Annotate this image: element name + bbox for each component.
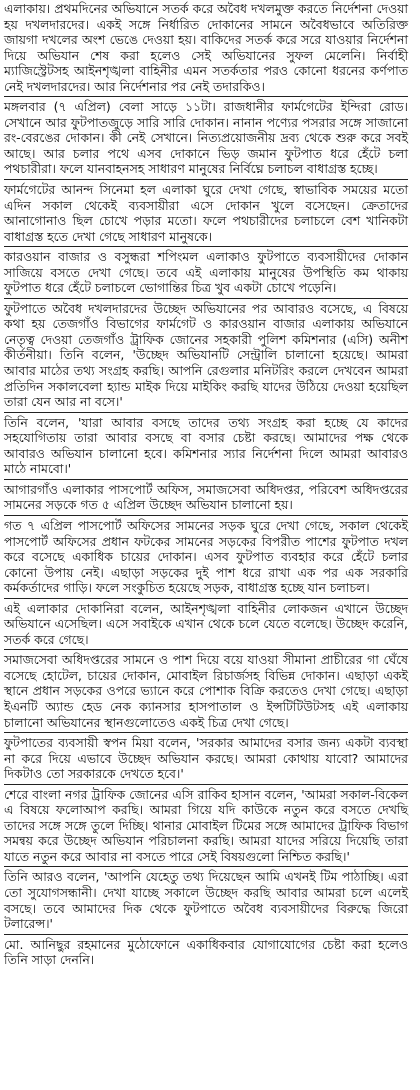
paragraph-divider [4, 934, 408, 935]
article-paragraph: শেরে বাংলা নগর ট্রাফিক জোনের এসি রাকিব হাসান বলেন, 'আমরা সকাল-বিকেল এ বিষয়ে ফলোআপ করছি। আমরা গিয়ে যদি কাউকে নতুন করে বসতে দেখছি তাদের সঙ্গে সঙ্গে তুলে দিচ্ছি। থানার মোবাইল টিমের সঙ্গে আমাদের ট্রাফিক বিভাগ সমন্বয় করে উচ্ছেদ অভিযান পরিচালনা করছি। আমরা যাদের সরিয়ে দিয়েছি তারা যাতে নতুন করে আবার না বসতে পারে সেই বিষয়গুলো নিশ্চিত করছি।' [4, 786, 408, 864]
article-paragraph: কারওয়ান বাজার ও বসুন্ধরা শপিংমল এলাকাও ফুটপাতে ব্যবসায়ীদের দোকান সাজিয়ে বসতে দেখা গেছে। তবে এই এলাকায় মানুষের উপস্থিতি কম থাকায় ফুটপাত ধরে হেঁটে চলাচলে ভোগান্তির চিত্র খুব একটা চোখে পড়েনি। [4, 249, 408, 296]
article-paragraph: ফুটপাতে অবৈধ দখলদারদের উচ্ছেদ অভিযানের পর আবারও বসেছে, এ বিষয়ে কথা হয় তেজগাঁও বিভাগের ফার্মগেট ও কারওয়ান বাজার এলাকায় অভিযানে নেতৃত্ব দেওয়া তেজগাঁও ট্রাফিক জোনের সহকারী পুলিশ কমিশনার (এসি) অনীশ কীর্তনীয়া। তিনি বলেন, 'উচ্ছেদ অভিযানটি সেন্ট্রালি চালানো হয়েছে। আমরা আবার মাঠের তথ্য সংগ্রহ করছি। আপনি রেগুলার মনিটরিং করলে দেখবেন আমরা প্রতিদিন সকালবেলা হ্যান্ড মাইক দিয়ে মাইকিং করছি যাদের উঠিয়ে দেওয়া হয়েছিল তারা যেন আর না বসে।' [4, 300, 408, 410]
paragraph-divider [4, 784, 408, 785]
paragraph-divider [4, 179, 408, 180]
article-paragraph: মঙ্গলবার (৭ এপ্রিল) বেলা সাড়ে ১১টা। রাজধানীর ফার্মগেটের ইন্দিরা রোড। সেখানে আর ফুটপাতজুড়ে সারি সারি দোকান। নানান পণ্যের পসরার সঙ্গে সাজানো রং-বেরঙের দোকান। কী নেই সেখানে। নিত্যপ্রয়োজনীয় দ্রব্য থেকে শুরু করে সবই আছে। আর চলার পথে এসব দোকানে ভিড় জমান ফুটপাত ধরে হেঁটে চলা পথচারীরা। ফলে যানবাহনসহ সাধারণ মানুষের নির্বিঘ্নে চলাচল বাধাগ্রস্ত হচ্ছে। [4, 99, 408, 177]
article-paragraph: এই এলাকার দোকানিরা বলেন, আইনশৃঙ্খলা বাহিনীর লোকজন এখানে উচ্ছেদ অভিযানে এসেছিল। এসে সবাইকে এখান থেকে চলে যেতে বলেছে। উচ্ছেদ করেনি, সতর্ক করে গেছে। [4, 600, 408, 647]
article-paragraph: মো. আনিছুর রহমানের মুঠোফোনে একাধিকবার যোগাযোগের চেষ্টা করা হলেও তিনি সাড়া দেননি। [4, 936, 408, 968]
article-paragraph: তিনি বলেন, 'যারা আবার বসছে তাদের তথ্য সংগ্রহ করা হচ্ছে যে কাদের সহযোগিতায় তারা আবার বসছে বা বসার চেষ্টা করছে। আমাদের পক্ষ থেকে আবারও অভিযান চালানো হবে। কমিশনার স্যার নির্দেশনা দিলে আমরা আবারও মাঠে নামবো।' [4, 414, 408, 477]
article-paragraph: তিনি আরও বলেন, 'আপনি যেহেতু তথ্য দিয়েছেন আমি এখনই টিম পাঠাচ্ছি। এরা তো সুযোগসন্ধানী। দেখা যাচ্ছে সকালে উচ্ছেদ করছি আবার আমরা চলে এলেই বসছে। তবে আমাদের দিক থেকে ফুটপাতে অবৈধ ব্যবসায়ীদের বিরুদ্ধে জিরো টলারেন্স।' [4, 869, 408, 932]
article-paragraph: এলাকায়। প্রথমদিনের অভিযানে সতর্ক করে অবৈধ দখলমুক্ত করতে নির্দেশনা দেওয়া হয় দখলদারদের। একই সঙ্গে নির্ধারিত দোকানের সামনে অবৈধভাবে অতিরিক্ত জায়গা দখলের অংশ ভেঙে দেওয়া হয়। বাকিদের সতর্ক করে সরে যাওয়ার নির্দেশনা দিয়ে অভিযান শেষ করা হলেও সেই অভিযানের সুফল মেলেনি। নির্বাহী ম্যাজিস্ট্রেটসহ আইনশৃঙ্খলা বাহিনীর এমন সতর্কতার পরও কোনো ধরনের কর্ণপাত নেই দখলদারদের। আর নির্দেশনার পর নেই তদারকিও। [4, 1, 408, 94]
paragraph-divider [4, 96, 408, 97]
paragraph-divider [4, 866, 408, 867]
paragraph-divider [4, 298, 408, 299]
paragraph-divider [4, 412, 408, 413]
paragraph-divider [4, 649, 408, 650]
paragraph-divider [4, 246, 408, 247]
paragraph-divider [4, 598, 408, 599]
article-paragraph: ফার্মগেটের আনন্দ সিনেমা হল এলাকা ঘুরে দেখা গেছে, স্বাভাবিক সময়ের মতো এদিন সকাল থেকেই ব্যবসায়ীরা এসে দোকান খুলে বসেছেন। ক্রেতাদের আনাগোনাও ছিল চোখে পড়ার মতো। ফলে পথচারীদের চলাচলে বেশ খানিকটা বাধাগ্রস্ত হতে দেখা গেছে সাধারণ মানুষকে। [4, 182, 408, 244]
paragraph-divider [4, 479, 408, 480]
paragraph-divider [4, 515, 408, 516]
article-paragraph: আগারগাঁও এলাকার পাসপোর্ট অফিস, সমাজসেবা অধিদপ্তর, পরিবেশ অধিদপ্তরের সামনের সড়কে গত ৫ এপ্রিল উচ্ছেদ অভিযান চালানো হয়। [4, 481, 408, 513]
article-paragraph: সমাজসেবা অধিদপ্তরের সামনে ও পাশ দিয়ে বয়ে যাওয়া সীমানা প্রাচীরের গা ঘেঁষে বসেছে হোটেল, চায়ের দোকান, মোবাইল রিচার্জসহ বিভিন্ন দোকান। এছাড়া একই স্থানে প্রধান সড়কের ওপরে ভ্যানে করে পোশাক বিক্রি করতেও দেখা গেছে। এছাড়া ইএনটি অ্যান্ড হেড নেক ক্যানসার হাসপাতাল ও ইন্সটিটিউটসহ এই এলাকায় চালানো অভিযানের স্থানগুলোতেও একই চিত্র দেখা গেছে। [4, 652, 408, 730]
paragraph-divider [4, 732, 408, 733]
article-paragraph: গত ৭ এপ্রিল পাসপোর্ট অফিসের সামনের সড়ক ঘুরে দেখা গেছে, সকাল থেকেই পাসপোর্ট অফিসের প্রধান ফটকের সামনের সড়কের বিপরীত পাশের ফুটপাত দখল করে বসেছে একাধিক চায়ের দোকান। এসব ফুটপাত ব্যবহার করে হেঁটে চলার কোনো উপায় নেই। এছাড়া সড়কের দুই পাশ ধরে রাখা এক পর এক সরকারি কর্মকর্তাদের গাড়ি। ফলে সংকুচিত হয়েছে সড়ক, বাধাগ্রস্ত হচ্ছে যান চলাচল। [4, 517, 408, 596]
article-paragraph: ফুটপাতের ব্যবসায়ী স্বপন মিয়া বলেন, 'সরকার আমাদের বসার জন্য একটা ব্যবস্থা না করে দিয়ে এভাবে উচ্ছেদ অভিযান করছে। আমরা কোথায় যাবো? আমাদের দিকটাও তো সরকারকে দেখতে হবে।' [4, 735, 408, 782]
